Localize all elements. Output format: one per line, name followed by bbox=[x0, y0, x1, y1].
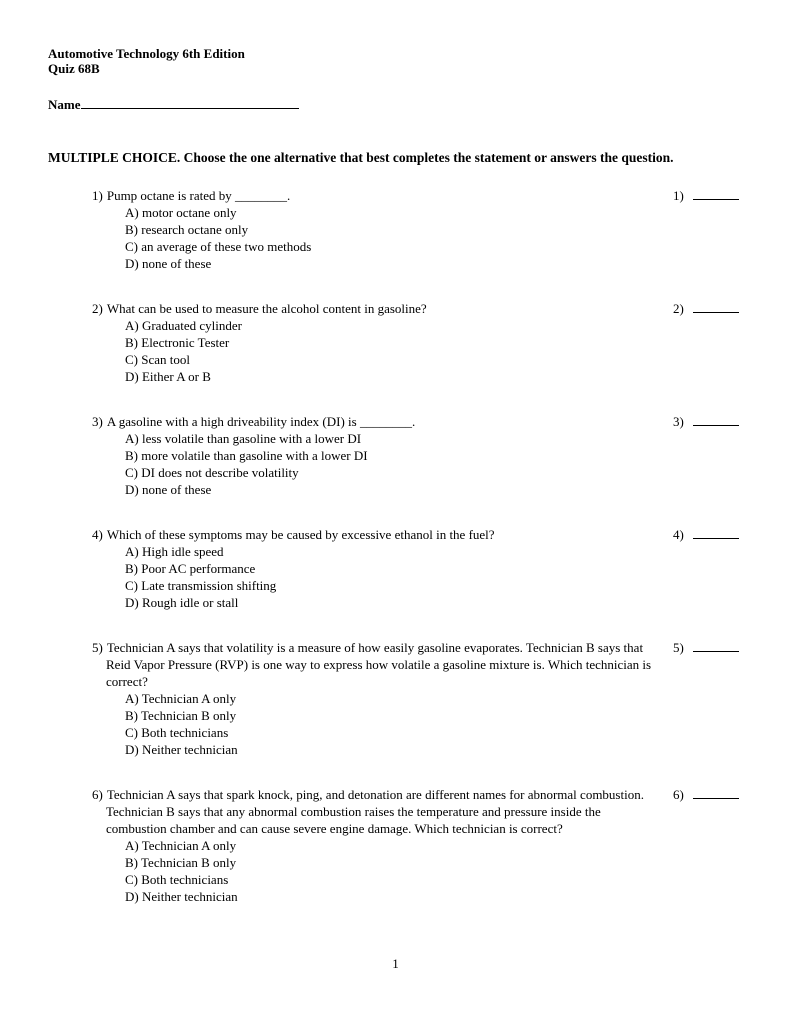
question-stem: Technician A says that volatility is a measure of how easily gasoline evaporates. Technician B says that Reid Vapor Pressure (RVP) is one way to express how volatile a gasoline mixture is. Which technician is correct? bbox=[106, 640, 652, 689]
answer-area bbox=[659, 413, 745, 430]
choice-c: C) DI does not describe volatility bbox=[125, 465, 299, 480]
choice-c: C) Both technicians bbox=[125, 872, 229, 887]
questions-list bbox=[92, 187, 745, 905]
choices bbox=[125, 430, 659, 498]
answer-area bbox=[659, 526, 745, 543]
choice-a: A) Graduated cylinder bbox=[125, 318, 242, 333]
question-text bbox=[92, 639, 659, 690]
question-number: 4) bbox=[92, 527, 103, 542]
choice-c: C) an average of these two methods bbox=[125, 239, 312, 254]
choice-c: C) Scan tool bbox=[125, 352, 190, 367]
choice-c: C) Late transmission shifting bbox=[125, 578, 277, 593]
question-stem: Technician A says that spark knock, ping, and detonation are different names for abnormal combustion. Technician B says that any abnormal combustion raises the temperature and pressure inside the combustion chamber and can cause severe engine damage. Which technician is correct? bbox=[106, 787, 644, 836]
answer-blank[interactable] bbox=[693, 413, 739, 426]
question-number: 5) bbox=[92, 640, 103, 655]
question-6 bbox=[92, 786, 745, 905]
answer-blank[interactable] bbox=[693, 187, 739, 200]
question-text bbox=[92, 526, 659, 543]
name-label: Name bbox=[48, 97, 81, 112]
choices bbox=[125, 317, 659, 385]
question-text bbox=[92, 786, 659, 837]
choice-b: B) Electronic Tester bbox=[125, 335, 230, 350]
answer-number: 4) bbox=[673, 527, 684, 542]
question-text bbox=[92, 300, 659, 317]
choices bbox=[125, 543, 659, 611]
question-text bbox=[92, 187, 659, 204]
answer-number: 2) bbox=[673, 301, 684, 316]
choice-a: A) less volatile than gasoline with a lower DI bbox=[125, 431, 362, 446]
question-stem: Pump octane is rated by ________. bbox=[106, 188, 291, 203]
question-stem: What can be used to measure the alcohol content in gasoline? bbox=[106, 301, 427, 316]
choice-d: D) Neither technician bbox=[125, 742, 238, 757]
question-number: 1) bbox=[92, 188, 103, 203]
choice-d: D) Neither technician bbox=[125, 889, 238, 904]
choice-c: C) Both technicians bbox=[125, 725, 229, 740]
choices bbox=[125, 204, 659, 272]
choice-d: D) Either A or B bbox=[125, 369, 211, 384]
choices bbox=[125, 837, 659, 905]
answer-blank[interactable] bbox=[693, 300, 739, 313]
answer-blank[interactable] bbox=[693, 526, 739, 539]
question-number: 3) bbox=[92, 414, 103, 429]
choice-d: D) none of these bbox=[125, 256, 212, 271]
page-number: 1 bbox=[392, 956, 399, 971]
choice-a: A) motor octane only bbox=[125, 205, 237, 220]
question-2 bbox=[92, 300, 745, 385]
question-text bbox=[92, 413, 659, 430]
answer-area bbox=[659, 639, 745, 656]
choices bbox=[125, 690, 659, 758]
answer-number: 5) bbox=[673, 640, 684, 655]
question-stem: Which of these symptoms may be caused by excessive ethanol in the fuel? bbox=[106, 527, 495, 542]
answer-area bbox=[659, 300, 745, 317]
document-header bbox=[48, 46, 745, 76]
answer-number: 6) bbox=[673, 787, 684, 802]
choice-b: B) Technician B only bbox=[125, 855, 237, 870]
answer-number: 1) bbox=[673, 188, 684, 203]
question-1 bbox=[92, 187, 745, 272]
answer-area bbox=[659, 187, 745, 204]
choice-b: B) Technician B only bbox=[125, 708, 237, 723]
answer-number: 3) bbox=[673, 414, 684, 429]
document-title: Automotive Technology 6th Edition bbox=[48, 46, 245, 61]
choice-a: A) Technician A only bbox=[125, 691, 237, 706]
choice-b: B) research octane only bbox=[125, 222, 249, 237]
choice-b: B) more volatile than gasoline with a lower DI bbox=[125, 448, 368, 463]
answer-blank[interactable] bbox=[693, 639, 739, 652]
choice-d: D) Rough idle or stall bbox=[125, 595, 239, 610]
name-blank[interactable] bbox=[81, 96, 299, 109]
answer-area bbox=[659, 786, 745, 803]
answer-blank[interactable] bbox=[693, 786, 739, 799]
choice-d: D) none of these bbox=[125, 482, 212, 497]
question-4 bbox=[92, 526, 745, 611]
name-row bbox=[48, 96, 745, 113]
question-number: 6) bbox=[92, 787, 103, 802]
quiz-number: Quiz 68B bbox=[48, 61, 100, 76]
question-5 bbox=[92, 639, 745, 758]
choice-a: A) Technician A only bbox=[125, 838, 237, 853]
choice-a: A) High idle speed bbox=[125, 544, 224, 559]
question-number: 2) bbox=[92, 301, 103, 316]
question-3 bbox=[92, 413, 745, 498]
question-stem: A gasoline with a high driveability index (DI) is ________. bbox=[106, 414, 416, 429]
instructions: MULTIPLE CHOICE. Choose the one alternative that best completes the statement or answers the question. bbox=[48, 150, 674, 165]
choice-b: B) Poor AC performance bbox=[125, 561, 256, 576]
